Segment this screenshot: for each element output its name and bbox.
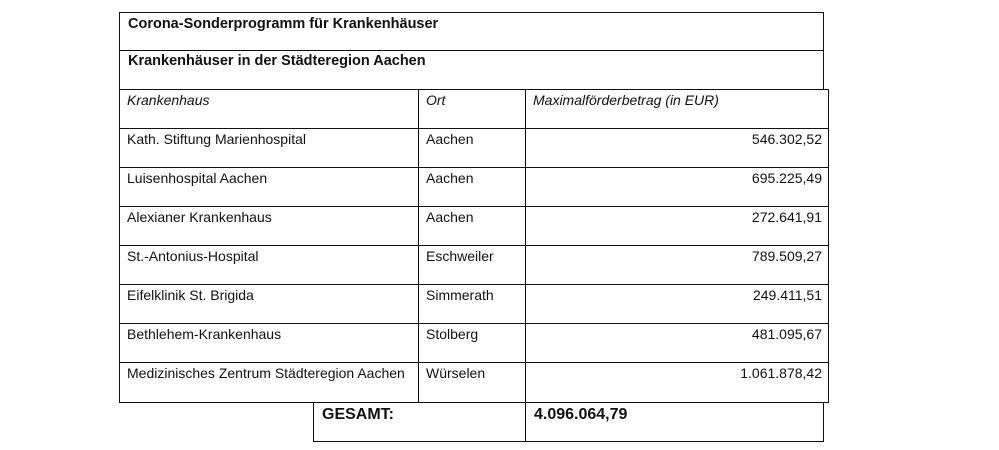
cell-amount: 789.509,27 <box>526 246 829 285</box>
column-header-amount: Maximalförderbetrag (in EUR) <box>526 90 829 129</box>
total-row <box>313 402 824 442</box>
cell-amount: 695.225,49 <box>526 168 829 207</box>
cell-hospital-name: Bethlehem-Krankenhaus <box>120 324 419 363</box>
cell-hospital-name: Eifelklinik St. Brigida <box>120 285 419 324</box>
cell-amount: 1.061.878,42 <box>526 363 829 403</box>
column-header-ort: Ort <box>419 90 526 129</box>
table-row <box>120 129 829 168</box>
cell-amount: 249.411,51 <box>526 285 829 324</box>
table-header-row <box>120 90 829 129</box>
cell-hospital-name: Luisenhospital Aachen <box>120 168 419 207</box>
cell-amount: 272.641,91 <box>526 207 829 246</box>
cell-ort: Aachen <box>419 168 526 207</box>
cell-ort: Stolberg <box>419 324 526 363</box>
cell-hospital-name: Kath. Stiftung Marienhospital <box>120 129 419 168</box>
title-row <box>119 12 824 51</box>
table-row <box>120 324 829 363</box>
cell-ort: Aachen <box>419 207 526 246</box>
hospital-table <box>119 89 829 403</box>
table-row <box>120 207 829 246</box>
subtitle-row <box>119 50 824 90</box>
cell-hospital-name: St.-Antonius-Hospital <box>120 246 419 285</box>
cell-ort: Würselen <box>419 363 526 403</box>
cell-amount: 481.095,67 <box>526 324 829 363</box>
table-row <box>120 363 829 403</box>
total-label: GESAMT: <box>314 402 526 441</box>
column-header-krankenhaus: Krankenhaus <box>120 90 419 129</box>
table-row <box>120 285 829 324</box>
cell-ort: Eschweiler <box>419 246 526 285</box>
cell-hospital-name: Alexianer Krankenhaus <box>120 207 419 246</box>
cell-hospital-name: Medizinisches Zentrum Städteregion Aachen <box>120 363 419 403</box>
table-row <box>120 246 829 285</box>
cell-amount: 546.302,52 <box>526 129 829 168</box>
cell-ort: Simmerath <box>419 285 526 324</box>
cell-ort: Aachen <box>419 129 526 168</box>
table-row <box>120 168 829 207</box>
document-subtitle: Krankenhäuser in der Städteregion Aachen <box>128 53 426 69</box>
document-title: Corona-Sonderprogramm für Krankenhäuser <box>128 16 439 32</box>
total-value: 4.096.064,79 <box>534 406 628 423</box>
